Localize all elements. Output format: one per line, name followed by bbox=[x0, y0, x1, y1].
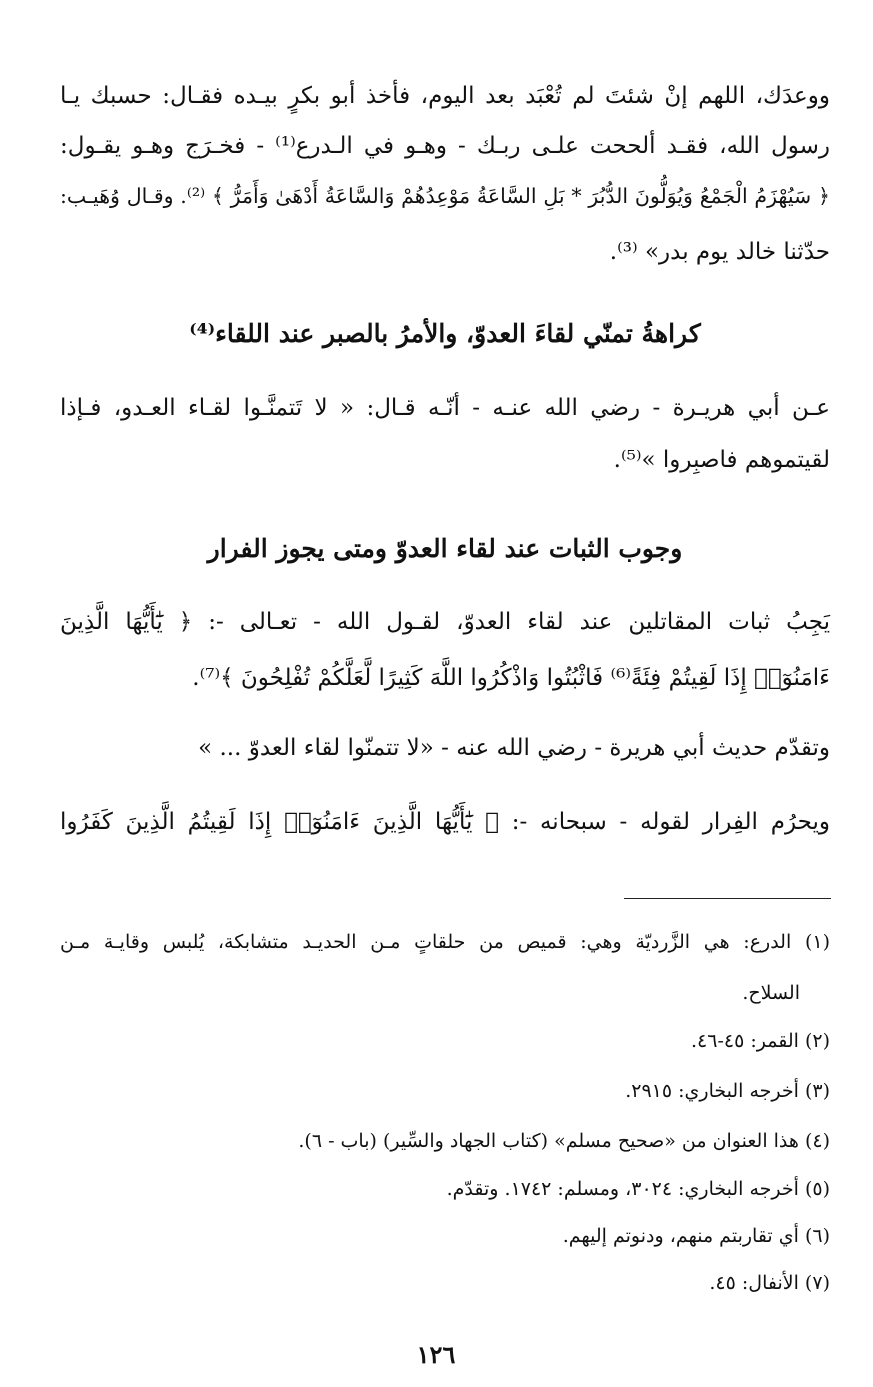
body-line: ويحرُم الفِرار لقوله - سبحانه -: ﴿ يَٰٓأَيُّهَا الَّذِينَ ءَامَنُوٓا۟ إِذَا لَقِيتُمُ الَّذِينَ كَفَرُوا bbox=[60, 809, 830, 835]
quran-verse-line: ءَامَنُوٓا۟ إِذَا لَقِيتُمْ فِئَةً⁽⁶⁾ فَاثْبُتُوا وَاذْكُرُوا اللَّهَ كَثِيرًا لَّعَلَّكُمْ تُفْلِحُونَ ﴾⁽⁷⁾. bbox=[192, 665, 830, 691]
body-line: ووعدَك، اللهم إنْ شئتَ لم تُعْبَد بعد اليوم، فأخذ أبو بكرٍ بيـده فقـال: حسبك يـا bbox=[60, 83, 830, 109]
page-number: ١٢٦ bbox=[416, 1340, 456, 1369]
body-line: وتقدّم حديث أبي هريرة - رضي الله عنه - «لا تتمنّوا لقاء العدوّ ... » bbox=[198, 735, 830, 761]
footnote: (١) الدرع: هي الزَّرديّة وهي: قميص من حلقاتٍ مـن الحديـد متشابكة، يُلبس وقايـة مـن bbox=[60, 931, 830, 953]
hadith-line: لقيتموهم فاصبِروا »⁽⁵⁾. bbox=[613, 447, 830, 473]
body-line: حدّثنا خالد يوم بدر» ⁽³⁾. bbox=[609, 239, 830, 265]
footnote: (٧) الأنفال: ٤٥. bbox=[709, 1272, 830, 1294]
quran-verse-line: ﴿ سَيُهْزَمُ الْجَمْعُ وَيُوَلُّونَ الدُّبُرَ * بَلِ السَّاعَةُ مَوْعِدُهُمْ وَالسَّاعَةُ أَدْهَىٰ وَأَمَرُّ ﴾ ⁽²⁾. وقـال وُهَيـب: bbox=[60, 184, 830, 208]
hadith-line: عـن أبي هريـرة - رضي الله عنـه - أنّـه قـال: « لا تَتمنَّـوا لقـاء العـدو، فـإذا bbox=[60, 395, 830, 421]
body-line: رسول الله، فقـد ألححت علـى ربـك - وهـو في الـدرع⁽¹⁾ - فخـرَج وهـو يقـول: bbox=[60, 133, 830, 159]
footnote: (٢) القمر: ٤٥-٤٦. bbox=[691, 1030, 830, 1052]
body-line: يَجِبُ ثبات المقاتلين عند لقاء العدوّ، لقـول الله - تعـالى -: ﴿ يَٰٓأَيُّهَا الَّذِينَ bbox=[60, 609, 830, 635]
section-heading-1: كراهةُ تمنّي لقاءَ العدوّ، والأمرُ بالصبر عند اللقاء⁽⁴⁾ bbox=[189, 319, 701, 348]
section-heading-2: وجوب الثبات عند لقاء العدوّ ومتى يجوز الفرار bbox=[207, 534, 683, 563]
footnote: (٥) أخرجه البخاري: ٣٠٢٤، ومسلم: ١٧٤٢. وتقدّم. bbox=[446, 1178, 830, 1200]
footnote: (٦) أي تقاربتم منهم، ودنوتم إليهم. bbox=[562, 1225, 830, 1247]
footnote-divider bbox=[624, 898, 831, 899]
footnote: (٤) هذا العنوان من «صحيح مسلم» (كتاب الجهاد والسِّير) (باب - ٦). bbox=[298, 1130, 830, 1152]
footnote-continuation: السلاح. bbox=[742, 982, 800, 1004]
footnote: (٣) أخرجه البخاري: ٢٩١٥. bbox=[625, 1080, 830, 1102]
